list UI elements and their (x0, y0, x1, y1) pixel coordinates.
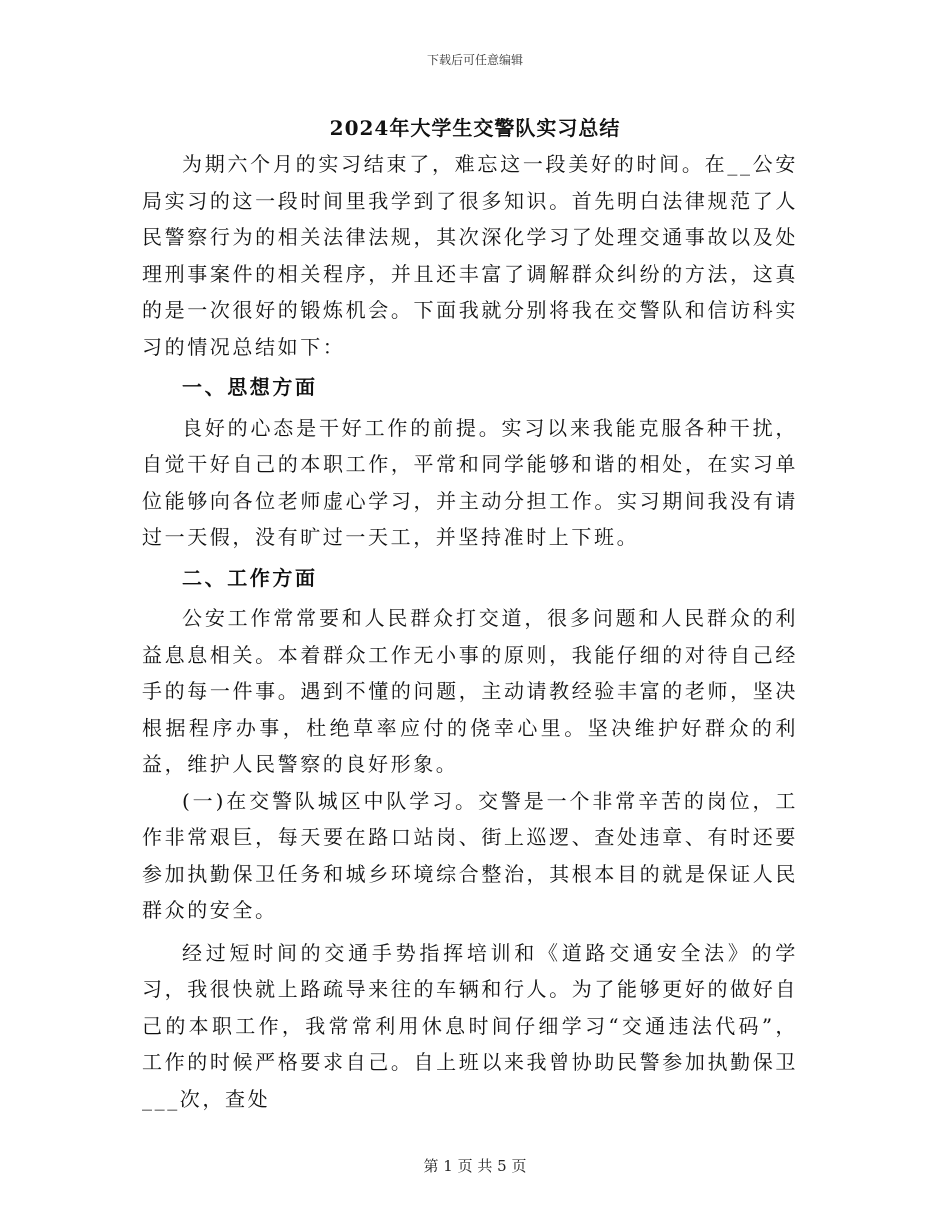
section-heading-thinking: 一、思想方面 (182, 375, 318, 399)
section-heading-work: 二、工作方面 (182, 565, 318, 590)
paragraph-traffic-squad: (一)在交警队城区中队学习。交警是一个非常辛苦的岗位，工作非常艰巨，每天要在路口站岗、街上巡逻、查处违章、有时还要参加执勤保卫任务和城乡环境综合整治，其根本目的就是保证人民群众的安全。 (142, 788, 798, 922)
paragraph-intro: 为期六个月的实习结束了，难忘这一段美好的时间。在__公安局实习的这一段时间里我学到了很多知识。首先明白法律规范了人民警察行为的相关法律法规，其次深化学习了处理交通事故以及处理刑事案件的相关程序，并且还丰富了调解群众纠纷的方法，这真的是一次很好的锻炼机会。下面我就分别将我在交警队和信访科实习的情况总结如下： (142, 152, 798, 359)
paragraph-work: 公安工作常常要和人民群众打交道，很多问题和人民群众的利益息息相关。本着群众工作无小事的原则，我能仔细的对待自己经手的每一件事。遇到不懂的问题，主动请教经验丰富的老师，坚决根据程序办事，杜绝草率应付的侥幸心里。坚决维护好群众的利益，维护人民警察的良好形象。 (142, 606, 798, 776)
document-body (142, 146, 798, 1117)
page-number: 第 1 页 共 5 页 (423, 1157, 527, 1175)
paragraph-training: 经过短时间的交通手势指挥培训和《道路交通安全法》的学习，我很快就上路疏导来往的车辆和行人。为了能够更好的做好自己的本职工作，我常常利用休息时间仔细学习“交通违法代码”，工作的时候严格要求自己。自上班以来我曾协助民警参加执勤保卫___次，查处 (142, 940, 798, 1111)
document-title: 2024年大学生交警队实习总结 (329, 116, 621, 140)
page-header-note: 下载后可任意编辑 (426, 53, 523, 67)
paragraph-thinking: 良好的心态是干好工作的前提。实习以来我能克服各种干扰，自觉干好自己的本职工作，平常和同学能够和谐的相处，在实习单位能够向各位老师虚心学习，并主动分担工作。实习期间我没有请过一天假，没有旷过一天工，并坚持准时上下班。 (142, 415, 798, 549)
